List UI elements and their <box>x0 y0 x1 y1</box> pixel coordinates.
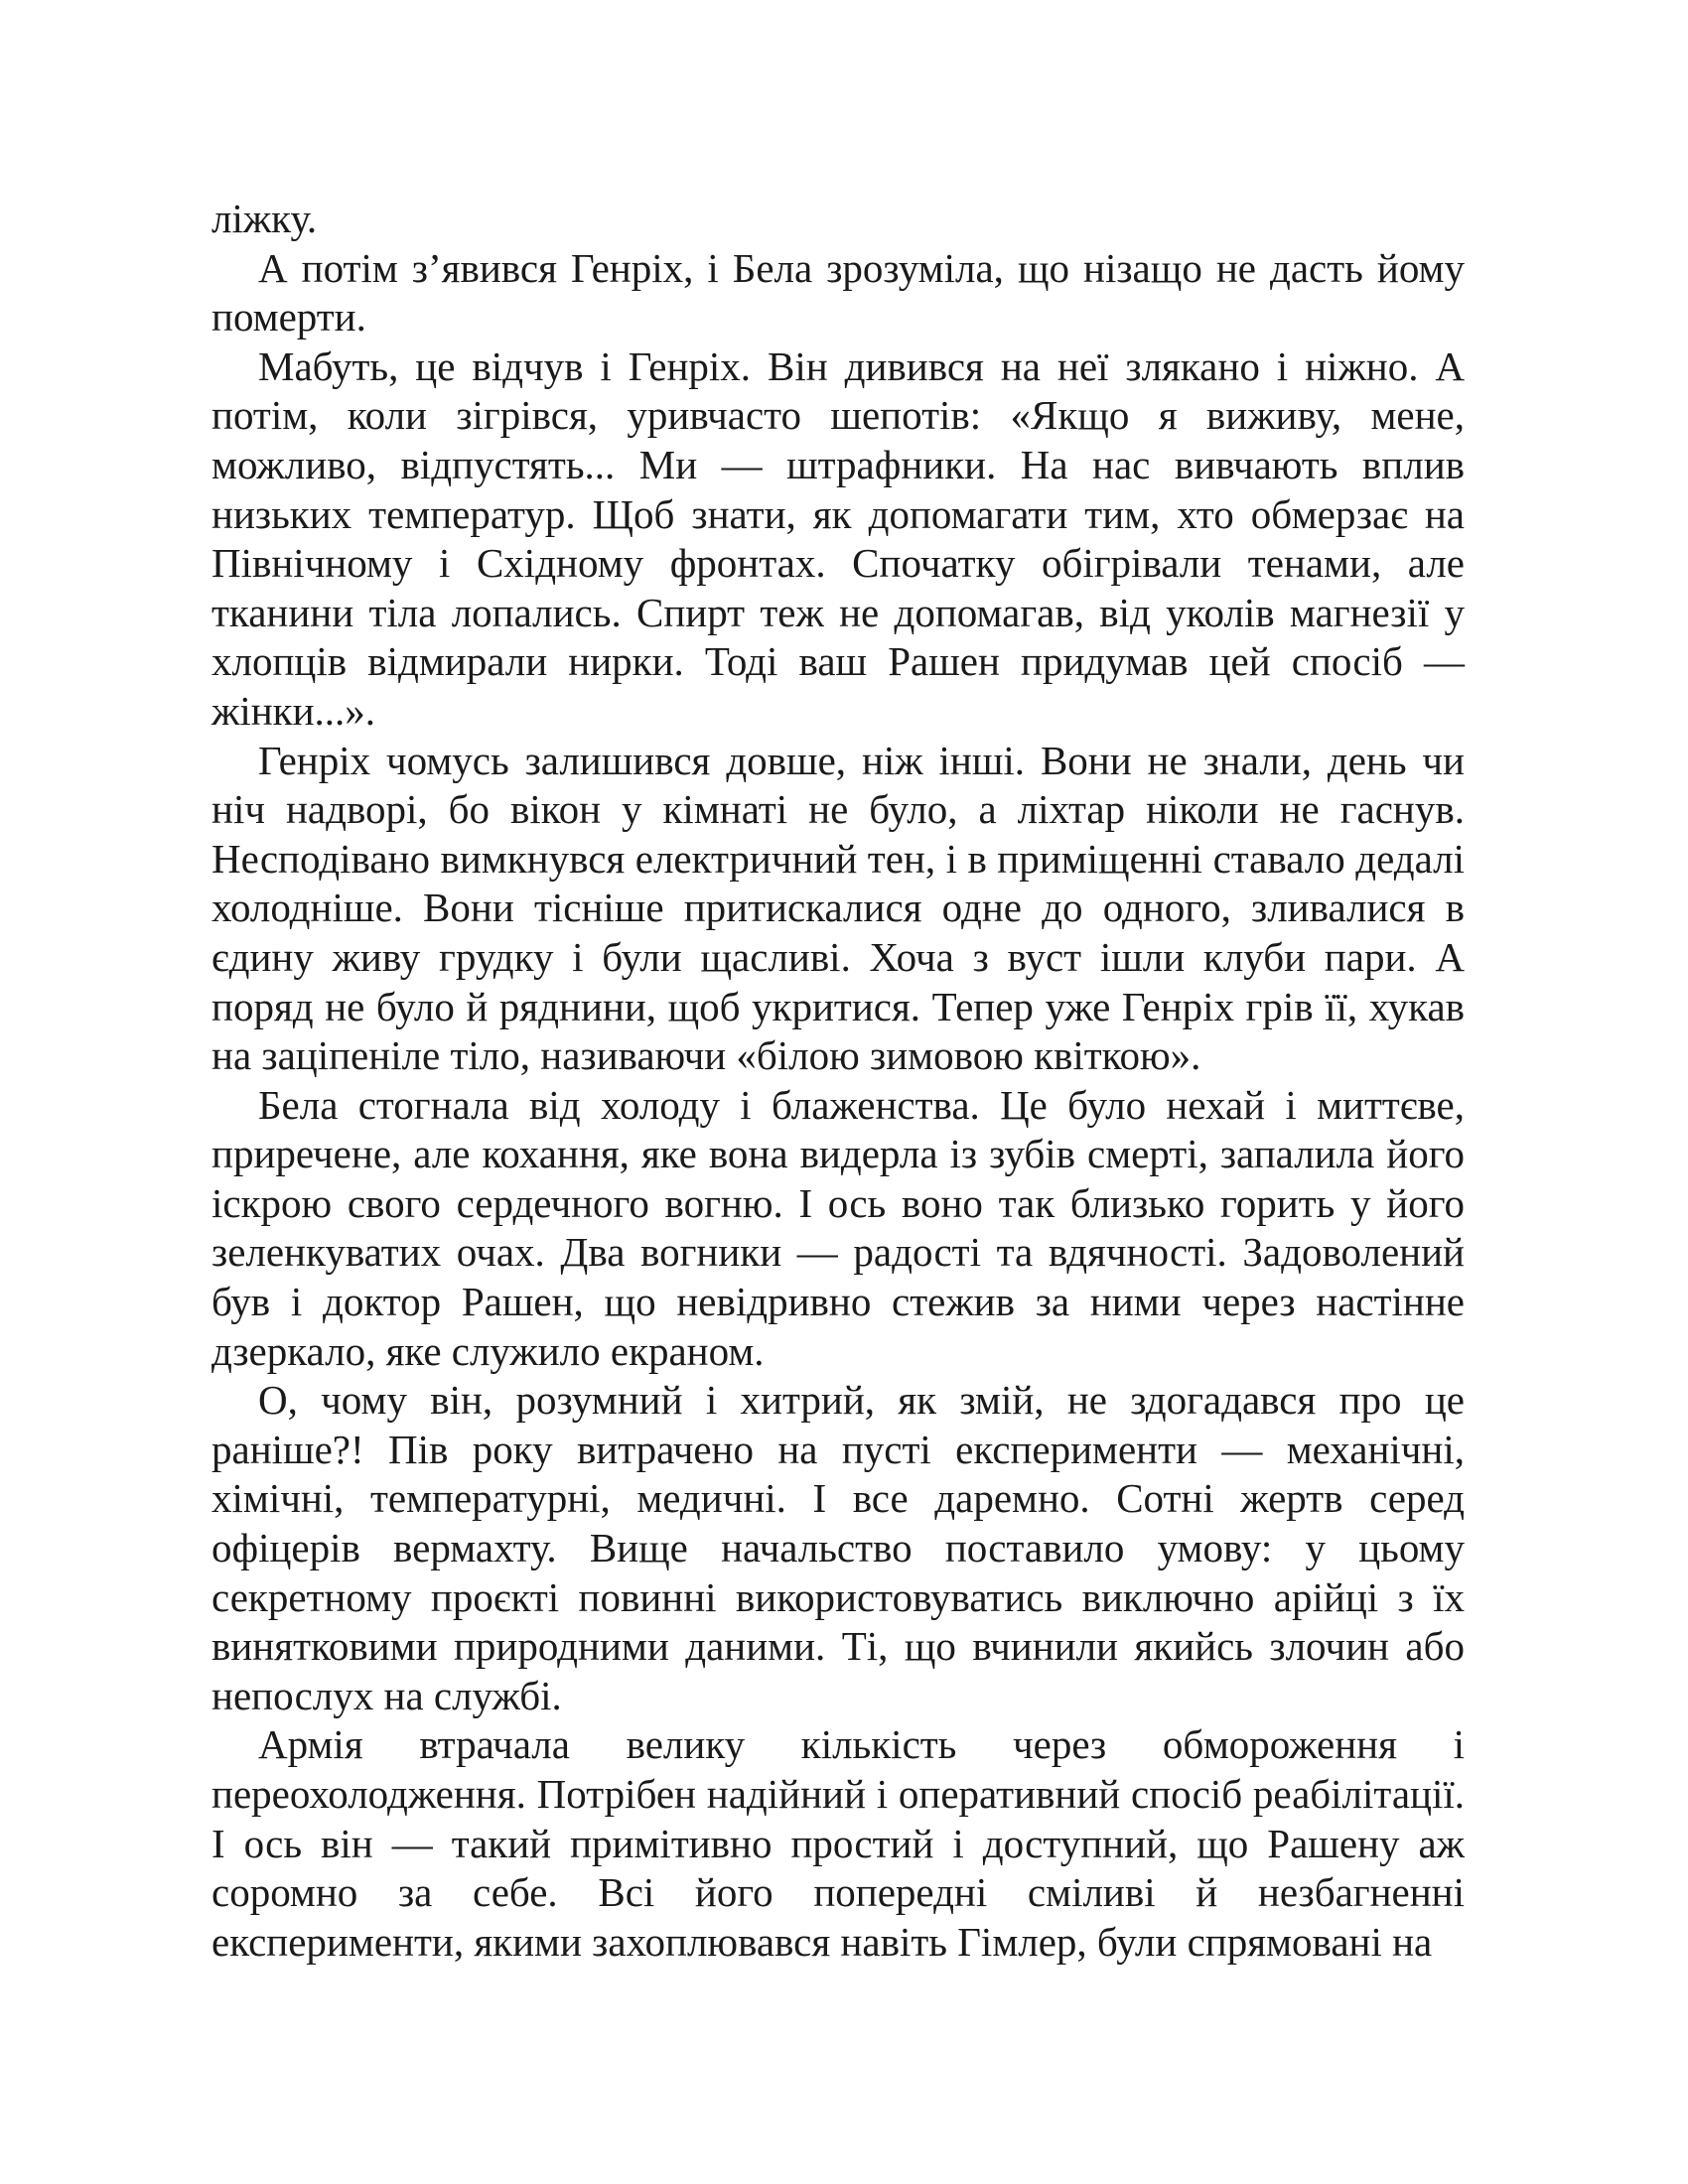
paragraph: О, чому він, розумний і хитрий, як змій, не здогадався про це раніше?! Пів року витрачено на пусті експерименти — механічні, хімічні, температурні, медичні. І все даремно. Сотні жертв серед офіцерів вермахту. Вище начальство поставило умову: у цьому секретному проєкті повинні використовуватись виключно арійці з їх винятковими природними даними. Ті, що вчинили якийсь злочин або непослух на службі. <box>211 1377 1465 1718</box>
paragraph: Армія втрачала велику кількість через обмороження і переохолодження. Потрібен надійний і оперативний спосіб реабілітації. І ось він — такий примітивно простий і доступний, що Рашену аж соромно за себе. Всі його попередні сміливі й незбагненні експерименти, якими захоплювався навіть Гімлер, були спрямовані на <box>211 1721 1465 1965</box>
paragraph: ліжку. <box>211 196 318 241</box>
paragraph: А потім з’явився Генріх, і Бела зрозуміла, що нізащо не дасть йому померти. <box>211 244 1465 341</box>
book-page-text <box>211 195 1465 1967</box>
paragraph: Бела стогнала від холоду і блаженства. Це було нехай і миттєве, приречене, але кохання, яке вона видерла із зубів смерті, запалила його іскрою свого сердечного вогню. І ось воно так близько горить у його зеленкуватих очах. Два вогники — радості та вдячності. Задоволений був і доктор Рашен, що невідривно стежив за ними через настінне дзеркало, яке служило екраном. <box>211 1081 1465 1374</box>
paragraph: Генріх чомусь залишився довше, ніж інші. Вони не знали, день чи ніч надворі, бо вікон у кімнаті не було, а ліхтар ніколи не гаснув. Несподівано вимкнувся електричний тен, і в приміщенні ставало дедалі холодніше. Вони тісніше притискалися одне до одного, зливалися в єдину живу грудку і були щасливі. Хоча з вуст ішли клуби пари. А поряд не було й ряднини, щоб укритися. Тепер уже Генріх грів її, хукав на заціпеніле тіло, називаючи «білою зимовою квіткою». <box>211 737 1465 1079</box>
paragraph: Мабуть, це відчув і Генріх. Він дивився на неї злякано і ніжно. А потім, коли зігрівся, уривчасто шепотів: «Якщо я виживу, мене, можливо, відпустять... Ми — штрафники. На нас вивчають вплив низьких температур. Щоб знати, як допомагати тим, хто обмерзає на Північному і Східному фронтах. Спочатку обігрівали тенами, але тканини тіла лопались. Спирт теж не допомагав, від уколів магнезії у хлопців відмирали нирки. Тоді ваш Рашен придумав цей спосіб — жінки...». <box>211 342 1465 734</box>
